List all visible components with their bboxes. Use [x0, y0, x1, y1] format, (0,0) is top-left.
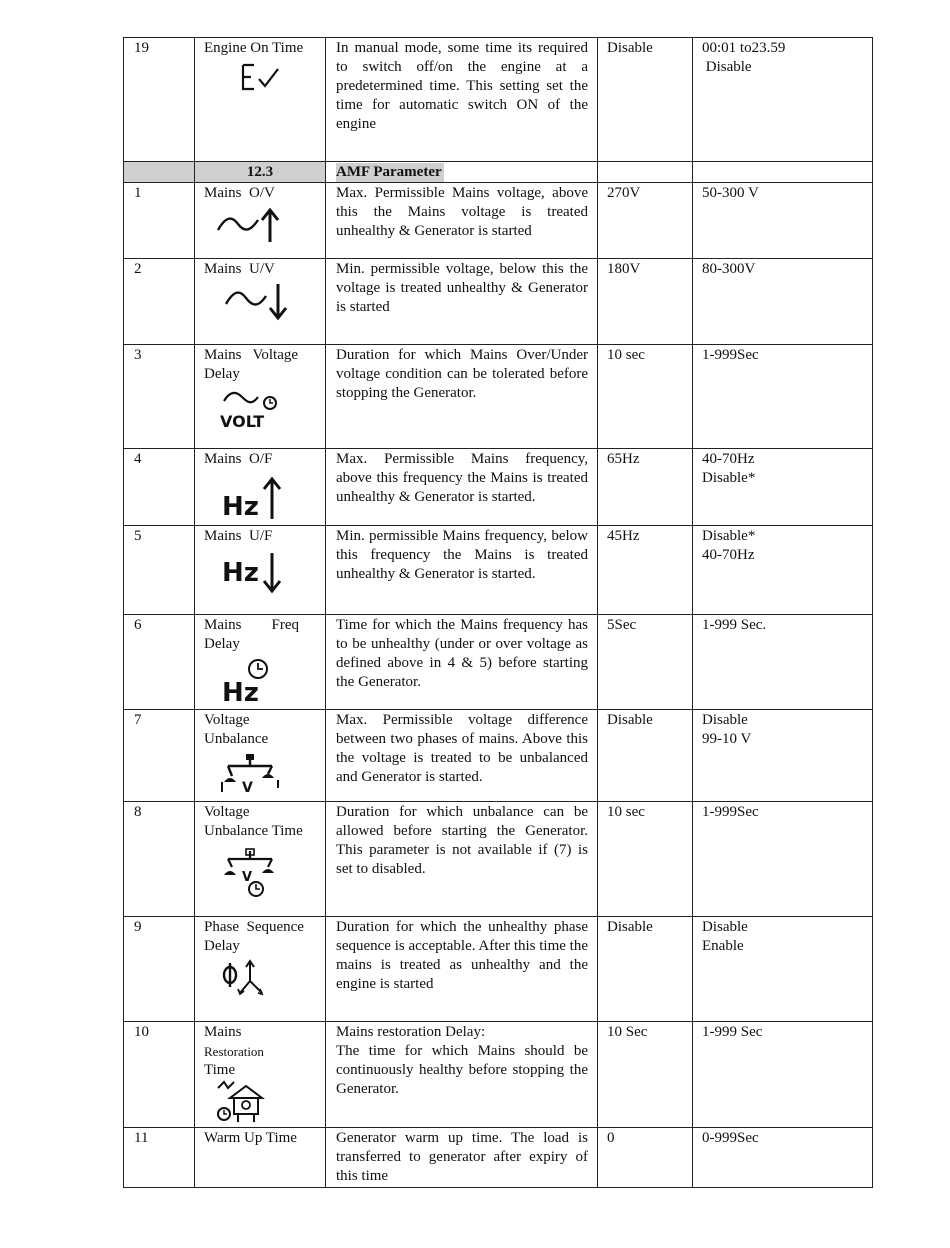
- value-range: Disable* 40-70Hz: [693, 526, 873, 615]
- parameter-name: Mains Freq Delay Hz: [195, 615, 326, 710]
- row-number: 6: [124, 615, 195, 710]
- default-value: Disable: [598, 917, 693, 1022]
- default-value: 180V: [598, 259, 693, 345]
- voltage-unbalance-icon: [218, 752, 282, 796]
- row-number: 8: [124, 802, 195, 917]
- value-range: 50-300 V: [693, 183, 873, 259]
- default-value: 45Hz: [598, 526, 693, 615]
- table-row: [124, 917, 873, 1022]
- default-value: 5Sec: [598, 615, 693, 710]
- parameter-name: Engine On Time: [195, 38, 326, 162]
- value-range: 1-999 Sec.: [693, 615, 873, 710]
- parameter-name: Mains Voltage Delay VOLT: [195, 345, 326, 449]
- default-value: Disable: [598, 38, 693, 162]
- row-number: 10: [124, 1022, 195, 1128]
- table-row: [124, 345, 873, 449]
- parameter-description: Generator warm up time. The load is transferred to generator after expiry of this time: [326, 1128, 598, 1188]
- parameter-description: In manual mode, some time its required to switch off/on the engine at a predetermined time. This setting set the time for automatic switch ON of the engine: [326, 38, 598, 162]
- row-number: 4: [124, 449, 195, 526]
- section-title: AMF Parameter: [336, 164, 442, 180]
- svg-text:Hz: Hz: [222, 558, 259, 588]
- row-number: 7: [124, 710, 195, 802]
- value-range: 00:01 to23.59 Disable: [693, 38, 873, 162]
- row-number: 9: [124, 917, 195, 1022]
- value-range: 1-999 Sec: [693, 1022, 873, 1128]
- parameter-description: Mains restoration Delay: The time for which Mains should be continuously healthy before stopping the Generator.: [326, 1022, 598, 1128]
- table-row: [124, 1022, 873, 1128]
- parameter-description: Min. permissible voltage, below this the voltage is treated unhealthy & Generator is started: [326, 259, 598, 345]
- value-range: 1-999Sec: [693, 802, 873, 917]
- svg-text:V: V: [242, 780, 253, 796]
- parameter-description: Max. Permissible voltage difference between two phases of mains. Above this the voltage is treated to be unbalanced and Generator is started.: [326, 710, 598, 802]
- parameter-name: Voltage Unbalance V: [195, 710, 326, 802]
- default-value: 270V: [598, 183, 693, 259]
- table-row: [124, 38, 873, 162]
- svg-text:V: V: [242, 870, 253, 885]
- value-range: 80-300V: [693, 259, 873, 345]
- default-value: 10 sec: [598, 802, 693, 917]
- table-row: [124, 259, 873, 345]
- mains-underfrequency-icon: [222, 549, 292, 595]
- mains-restoration-time-icon: [212, 1080, 272, 1124]
- parameter-description: Duration for which the unhealthy phase sequence is acceptable. After this time the mains is treated as unhealthy and the engine is started: [326, 917, 598, 1022]
- table-row: [124, 449, 873, 526]
- parameter-description: Duration for which unbalance can be allowed before starting the Generator. This parameter is not available if (7) is set to disabled.: [326, 802, 598, 917]
- svg-text:Hz: Hz: [222, 492, 259, 521]
- section-header-row: [124, 162, 873, 183]
- row-number: 2: [124, 259, 195, 345]
- table-row: [124, 710, 873, 802]
- row-number: 5: [124, 526, 195, 615]
- parameter-description: Max. Permissible Mains voltage, above this the Mains voltage is treated unhealthy & Generator is started: [326, 183, 598, 259]
- parameter-description: Duration for which Mains Over/Under voltage condition can be tolerated before stopping the Generator.: [326, 345, 598, 449]
- mains-overvoltage-icon: [214, 206, 284, 244]
- table-row: [124, 802, 873, 917]
- parameter-name: Mains Restoration Time: [195, 1022, 326, 1128]
- row-number: 3: [124, 345, 195, 449]
- mains-undervoltage-icon: [222, 282, 292, 322]
- default-value: 0: [598, 1128, 693, 1188]
- parameter-name: Phase Sequence Delay: [195, 917, 326, 1022]
- section-number: 12.3: [195, 162, 326, 183]
- default-value: 10 Sec: [598, 1022, 693, 1128]
- mains-voltage-delay-icon: [218, 387, 298, 431]
- parameter-description: Time for which the Mains frequency has to be unhealthy (under or over voltage as defined above in 4 & 5) before starting the Generator.: [326, 615, 598, 710]
- value-range: 0-999Sec: [693, 1128, 873, 1188]
- parameter-name: Warm Up Time: [195, 1128, 326, 1188]
- mains-overfrequency-icon: [222, 475, 292, 521]
- row-number: 11: [124, 1128, 195, 1188]
- engine-on-time-icon: [238, 61, 298, 95]
- parameter-name: Mains U/F Hz: [195, 526, 326, 615]
- voltage-unbalance-time-icon: [218, 847, 282, 899]
- mains-freq-delay-icon: [222, 657, 282, 705]
- value-range: Disable Enable: [693, 917, 873, 1022]
- svg-text:VOLT: VOLT: [220, 412, 265, 431]
- table-row: [124, 1128, 873, 1188]
- default-value: Disable: [598, 710, 693, 802]
- value-range: Disable 99-10 V: [693, 710, 873, 802]
- parameter-name: Voltage Unbalance Time V: [195, 802, 326, 917]
- default-value: 10 sec: [598, 345, 693, 449]
- amf-parameter-table: [123, 37, 873, 1188]
- default-value: 65Hz: [598, 449, 693, 526]
- parameter-name: Mains O/V: [195, 183, 326, 259]
- row-number: 1: [124, 183, 195, 259]
- parameter-name: Mains O/F Hz: [195, 449, 326, 526]
- value-range: 1-999Sec: [693, 345, 873, 449]
- parameter-description: Min. permissible Mains frequency, below this frequency the Mains is treated unhealthy & Generator is started.: [326, 526, 598, 615]
- parameter-description: Max. Permissible Mains frequency, above this frequency the Mains is treated unhealthy & Generator is started.: [326, 449, 598, 526]
- table-row: [124, 526, 873, 615]
- table-row: [124, 615, 873, 710]
- parameter-name: Mains U/V: [195, 259, 326, 345]
- phase-sequence-delay-icon: [218, 959, 278, 1001]
- row-number: 19: [124, 38, 195, 162]
- value-range: 40-70Hz Disable*: [693, 449, 873, 526]
- table-row: [124, 183, 873, 259]
- svg-text:Hz: Hz: [222, 678, 259, 705]
